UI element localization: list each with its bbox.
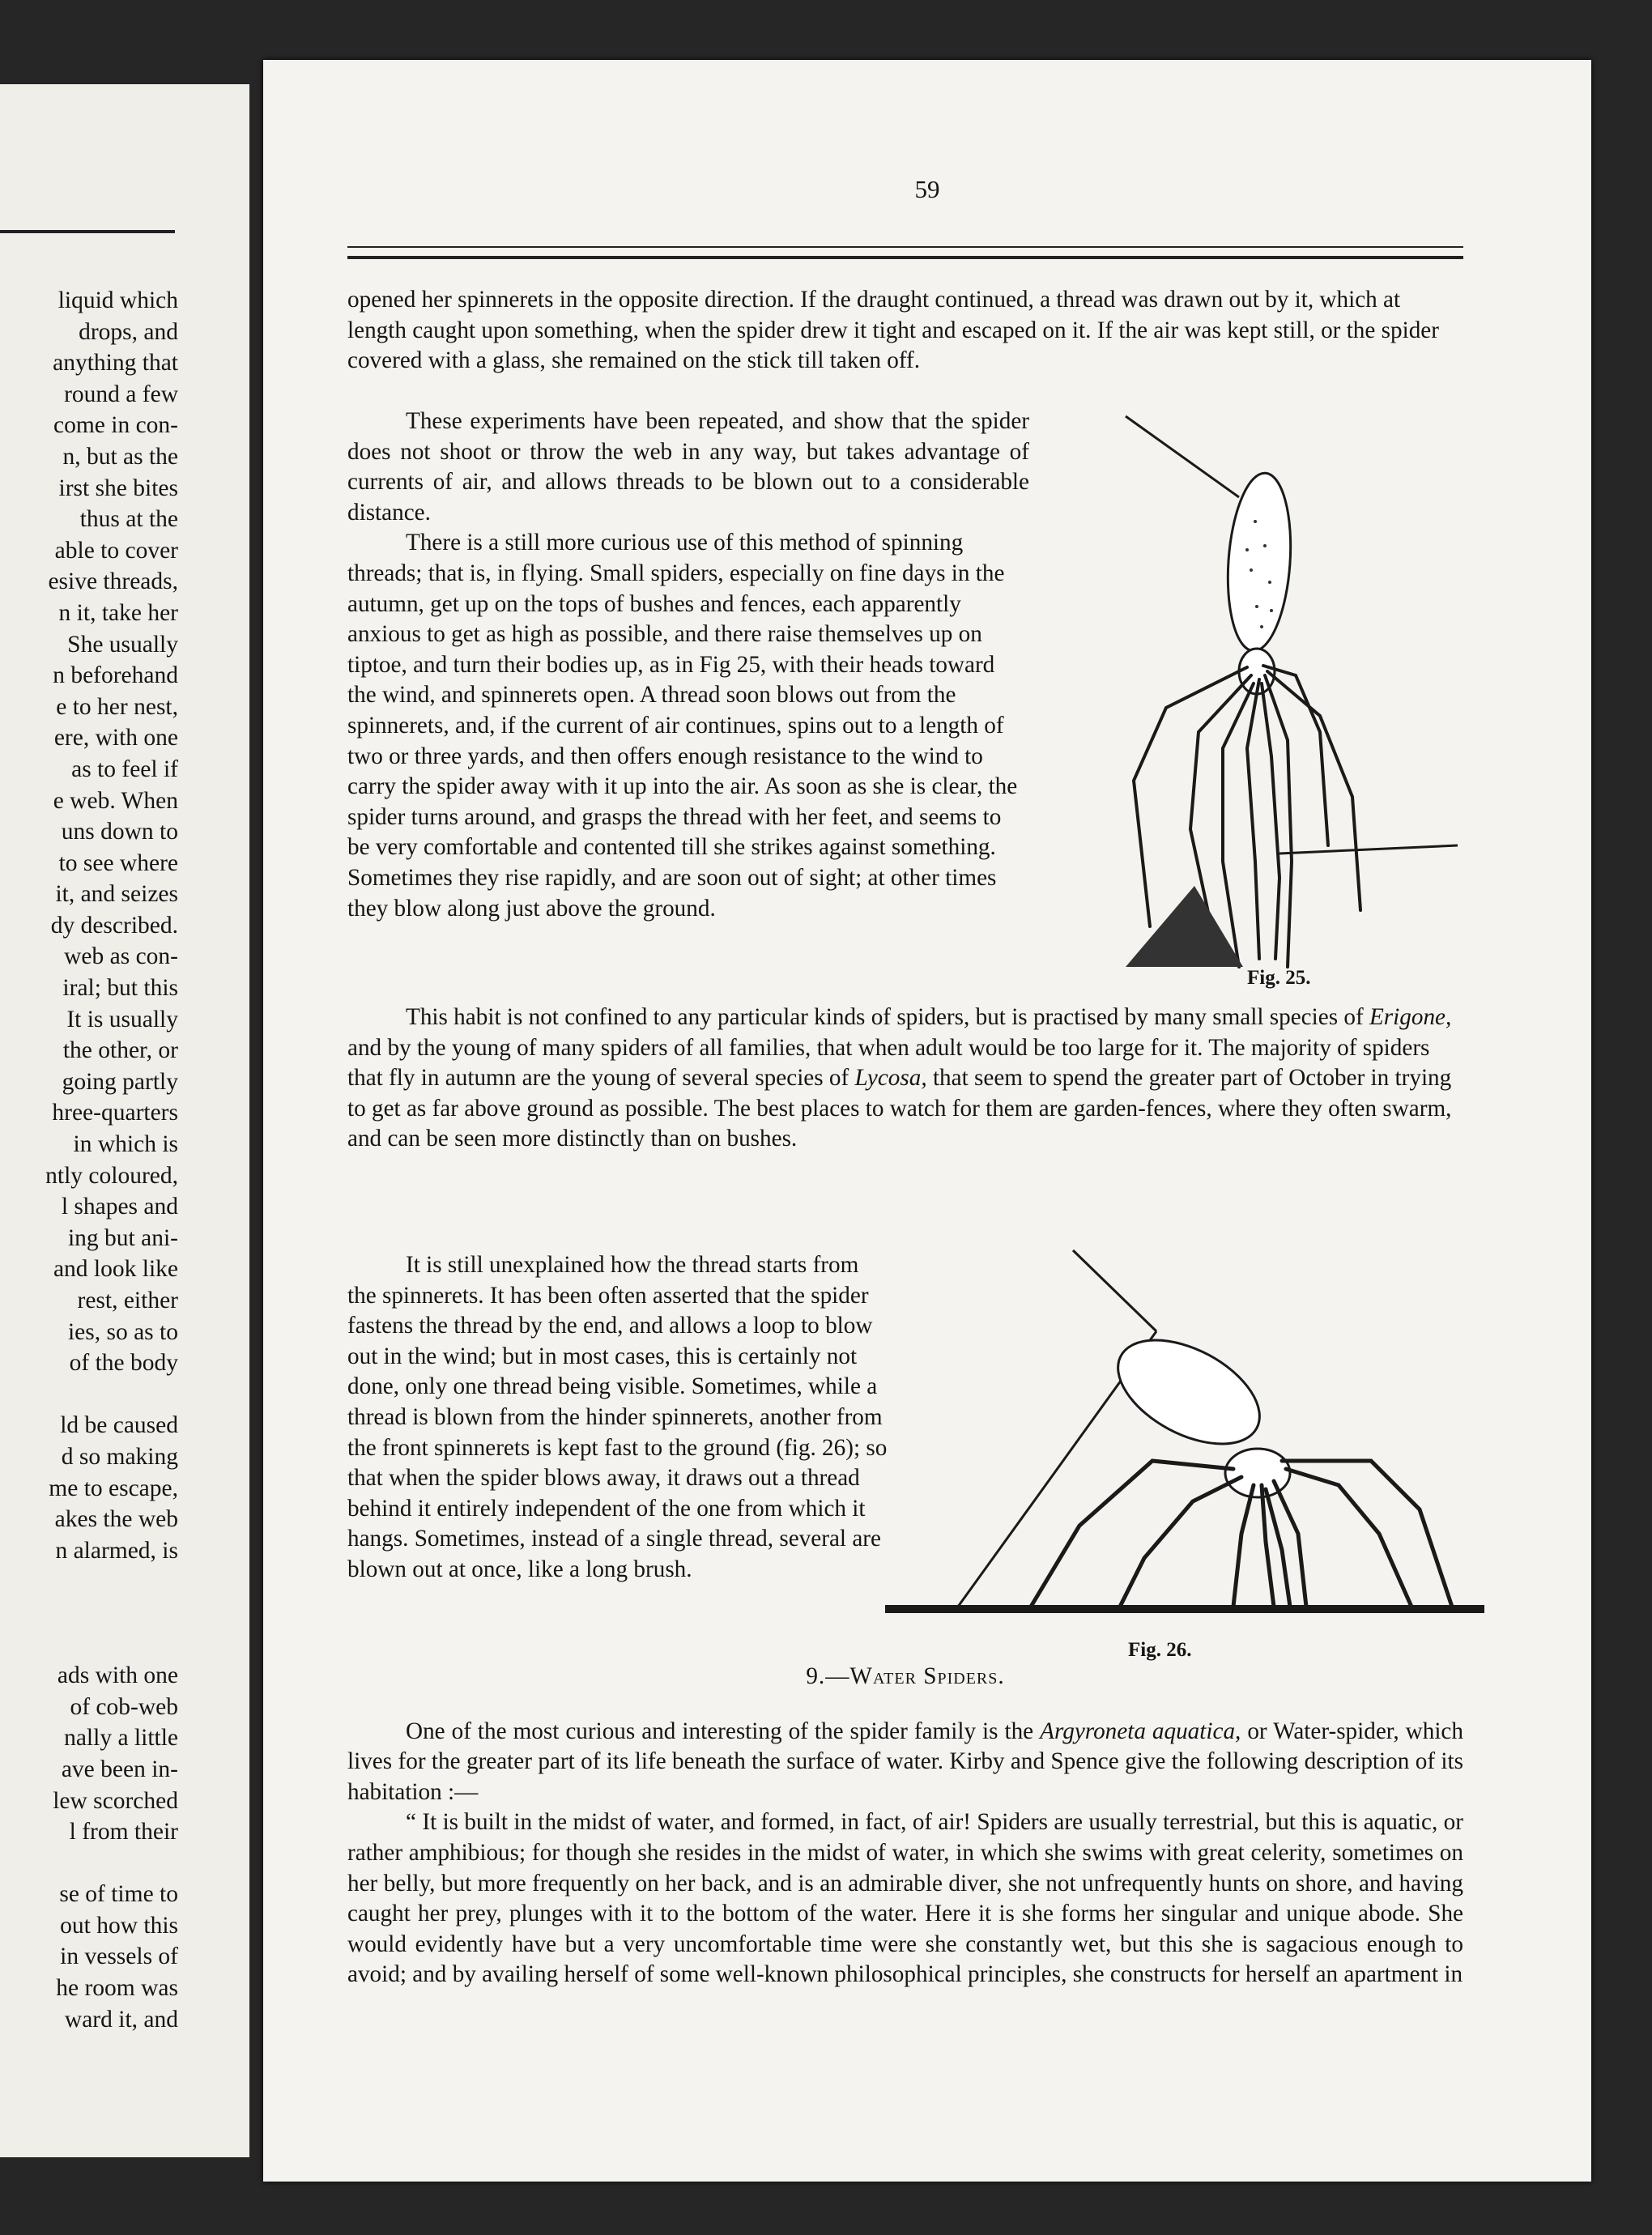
text-block-bottom (347, 1662, 1463, 1990)
facing-page-line: She usually (67, 631, 178, 658)
facing-page-line: e web. When (53, 787, 178, 814)
genus-erigone: Erigone, (1369, 1004, 1452, 1030)
facing-page-line: as to feel if (71, 756, 178, 782)
facing-page-line: n alarmed, is (55, 1537, 178, 1564)
facing-page-line: ies, so as to (67, 1318, 178, 1345)
book-page (263, 60, 1591, 2182)
facing-page-line: dy described. (50, 912, 178, 939)
facing-page-line: lew scorched (53, 1787, 178, 1814)
text-block-fig25 (347, 407, 1029, 924)
flying-spider-illustration (1118, 408, 1506, 1032)
paragraph-6-part-b: or Water-spider, which lives for the greater part of its life beneath the surface of water. Kirby and Spence give the following description of its habitation :— (347, 1718, 1463, 1805)
facing-page-line: round a few (64, 381, 178, 407)
paragraph-6 (347, 1717, 1463, 1808)
facing-page (0, 84, 249, 2157)
paragraph-4 (347, 1003, 1463, 1155)
facing-page-line: esive threads, (48, 568, 178, 595)
paragraph-7: “ It is built in the midst of water, and formed, in fact, of air! Spiders are usually terrestrial, but this is aquatic, or rather amphibious; for though she resides in the midst of water, in which she swims with great celerity, sometimes on her belly, but more frequently on her back, and is an admirable diver, she not unfrequently hunts on shore, and having caught her prey, plunges with it to the bottom of the water. Here it is she forms her singular and unique abode. She would evidently have but a very uncomfortable time were she constantly wet, but this she is sagacious enough to avoid; and by availing herself of some well-known philosophical principles, she constructs for herself an apartment in (347, 1809, 1463, 1988)
facing-page-line: to see where (58, 849, 178, 876)
facing-page-line: in which is (73, 1131, 178, 1158)
facing-page-line: anything that (53, 350, 178, 377)
text-block-fig26 (347, 1250, 893, 1586)
facing-page-line: n it, take her (58, 599, 178, 626)
facing-page-line: hree-quarters (52, 1100, 178, 1126)
facing-page-line (45, 1629, 178, 1661)
facing-page-text (45, 285, 178, 2035)
paragraph-6-part-a: One of the most curious and interesting of the spider family is the (406, 1718, 1041, 1744)
facing-page-line: l shapes and (61, 1194, 178, 1220)
section-title: Water Spiders. (849, 1663, 1005, 1689)
facing-page-line: l from their (69, 1819, 178, 1845)
facing-page-line: It is usually (66, 1006, 178, 1032)
paragraph-1: opened her spinnerets in the opposite direction. If the draught continued, a thread was drawn out by it, which at length caught upon something, when the spider drew it tight and escaped on it. If the air was kept still, or the spider covered with a glass, she remained on the stick till taken off. (347, 287, 1439, 374)
paragraph-4-part-c: that seem to spend the greater part of October in trying to get as far above ground as possible. The best places to watch for them are garden-fences, where they often swarm, and can be seen more distinctly than on bushes. (347, 1065, 1452, 1152)
facing-page-line: akes the web (54, 1506, 178, 1533)
facing-page-line: he room was (56, 1975, 178, 2002)
ground-spider-illustration (885, 1194, 1484, 1655)
facing-page-line: come in con- (53, 412, 178, 439)
header-rule-thick (347, 256, 1463, 259)
figure-26 (885, 1194, 1484, 1655)
facing-page-line: ntly coloured, (45, 1162, 178, 1189)
section-number: 9.— (806, 1663, 850, 1689)
facing-page-line: nally a little (64, 1725, 178, 1752)
facing-page-line: uns down to (61, 819, 178, 845)
facing-page-line: me to escape, (49, 1475, 178, 1501)
facing-page-line: ave been in- (61, 1756, 178, 1782)
facing-page-line: of the body (69, 1350, 178, 1377)
facing-page-line: ads with one (57, 1662, 178, 1689)
facing-page-line: ere, with one (53, 725, 178, 751)
section-heading (347, 1662, 1463, 1692)
facing-page-line: in vessels of (60, 1943, 178, 1970)
paragraph-2: These experiments have been repeated, and show that the spider does not shoot or throw the web in any way, but takes advantage of currents of air, and allows threads to be blown out to a considerable distance. (347, 408, 1029, 526)
paragraph-4-part-b: and by the young of many spiders of all families, that when adult would be too large for it. The majority of spiders that fly in autumn are the young of several species of (347, 1034, 1430, 1092)
facing-page-line: ing but ani- (67, 1224, 178, 1251)
paragraph-5: It is still unexplained how the thread starts from the spinnerets. It has been often asserted that the spider fastens the thread by the end, and allows a loop to blow out in the wind; but in most cases, this is certainly not done, only one thread being visible. Sometimes, while a thread is blown from the hinder spinnerets, another from the front spinnerets is kept fast to the ground (fig. 26); so that when the spider blows away, it draws out a thread behind it entirely independent of the one from which it hangs. Sometimes, instead of a single thread, several are blown out at once, like a long brush. (347, 1252, 888, 1582)
facing-page-line (45, 1598, 178, 1629)
facing-page-line: n, but as the (62, 443, 178, 470)
facing-page-line (45, 1848, 178, 1880)
facing-page-line: it, and seizes (55, 881, 178, 908)
text-block-middle (347, 1003, 1463, 1155)
facing-page-line: n beforehand (53, 662, 178, 689)
facing-page-line: going partly (62, 1068, 178, 1095)
facing-page-line: and look like (53, 1256, 178, 1283)
facing-page-line: liquid which (57, 287, 178, 313)
figure-25 (1118, 408, 1506, 1032)
facing-page-line: of cob-web (70, 1693, 178, 1720)
facing-page-line: out how this (60, 1912, 178, 1939)
facing-page-line: rest, either (77, 1288, 178, 1313)
facing-page-line: e to her nest, (56, 693, 178, 720)
facing-page-line: d so making (61, 1443, 178, 1470)
paragraph-3: There is a still more curious use of this method of spinning threads; that is, in flying. Small spiders, especially on fine days in the autumn, get up on the tops of bushes and fences, each apparently anxious to get as high as possible, and there raise themselves up on tiptoe, and turn their bodies up, as in Fig 25, with their heads toward the wind, and spinnerets open. A thread soon blows out from the spinnerets, and, if the current of air continues, spins out to a length of two or three yards, and then offers enough resistance to the wind to carry the spider away with it up into the air. As soon as she is clear, the spider turns around, and grasps the thread with her feet, and seems to be very comfortable and contented till she strikes against something. Sometimes they rise rapidly, and are soon out of sight; at other times they blow along just above the ground. (347, 530, 1018, 922)
facing-page-line: web as con- (64, 943, 178, 970)
figure-25-caption: Fig. 25. (1247, 967, 1311, 989)
facing-page-line: thus at the (79, 506, 178, 533)
facing-page-line: able to cover (54, 537, 178, 564)
facing-page-line: se of time to (59, 1881, 178, 1908)
text-block-top (347, 285, 1463, 377)
facing-page-line (45, 1379, 178, 1411)
facing-page-line: ward it, and (64, 2006, 178, 2033)
facing-page-line: iral; but this (62, 975, 178, 1002)
genus-lycosa: Lycosa, (854, 1065, 927, 1092)
figure-26-caption: Fig. 26. (1128, 1639, 1192, 1661)
facing-page-line: the other, or (62, 1037, 178, 1064)
facing-page-line: drops, and (79, 318, 178, 345)
page-number: 59 (914, 175, 940, 203)
header-rule-thin (347, 246, 1463, 248)
facing-page-rule (0, 230, 175, 233)
paragraph-4-part-a: This habit is not confined to any particular kinds of spiders, but is practised by many small species of (406, 1004, 1369, 1030)
facing-page-line: irst she bites (58, 475, 178, 501)
facing-page-line: ld be caused (60, 1412, 178, 1439)
facing-page-line (45, 1566, 178, 1598)
species-name: Argyroneta aquatica, (1040, 1718, 1241, 1744)
